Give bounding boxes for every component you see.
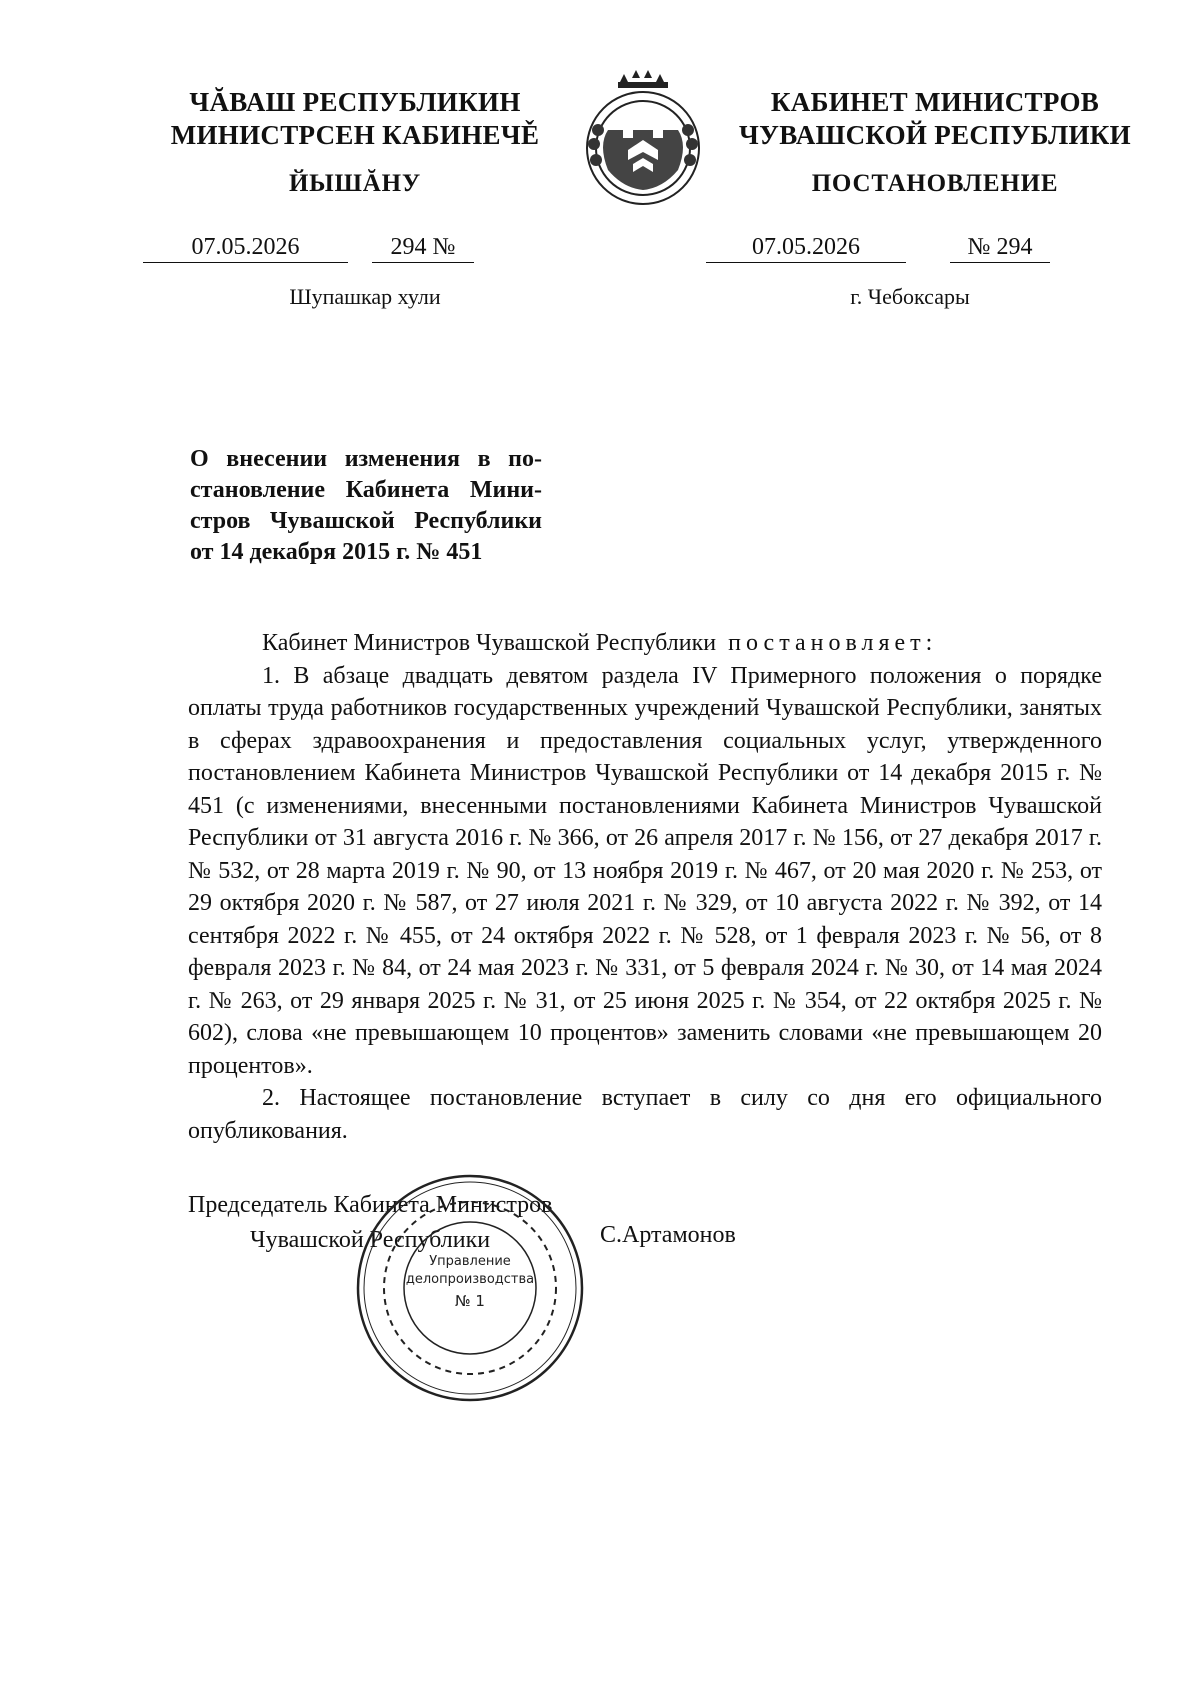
- paragraph-1: 1. В абзаце двадцать девятом раздела IV Примерного положения о порядке оплаты труда работников государственных учреждений Чувашской Республики, занятых в сферах здравоохранения и предоставления социальных услуг, утвержденного постановлением Кабинета Министров Чувашской Республики от 14 декабря 2015 г. № 451 (с изменениями, внесенными постановлениями Кабинета Министров Чувашской Республики от 31 августа 2016 г. № 366, от 26 апреля 2017 г. № 156, от 27 декабря 2017 г. № 532, от 28 марта 2019 г. № 90, от 13 ноября 2019 г. № 467, от 20 мая 2020 г. № 253, от 29 октября 2020 г. № 587, от 27 июля 2021 г. № 329, от 10 августа 2022 г. № 392, от 14 сентября 2022 г. № 455, от 24 октября 2022 г. № 528, от 1 февраля 2023 г. № 56, от 8 февраля 2023 г. № 84, от 24 мая 2023 г. № 331, от 5 февраля 2024 г. № 30, от 14 мая 2024 г. № 263, от 29 января 2025 г. № 31, от 25 июня 2025 г. № 354, от 22 октября 2025 г. № 602), слова «не превышающем 10 процентов» заменить словами «не превышающем 20 процентов».: [188, 662, 1102, 1079]
- subject-line: от 14 декабря 2015 г. № 451: [190, 539, 483, 565]
- seal-stamp: [350, 1168, 590, 1408]
- header-right-russian: [720, 86, 1150, 152]
- doc-type-right: ПОСТАНОВЛЕНИЕ: [811, 170, 1059, 197]
- subject-line: стров Чувашской Республики: [190, 508, 542, 534]
- signature-name: С.Артамонов: [600, 1222, 736, 1248]
- intro-verb: постановляет:: [728, 630, 938, 656]
- intro-paragraph: [188, 627, 1102, 660]
- document-body: [188, 627, 1102, 1147]
- stamp-text-line: Управление: [429, 1254, 511, 1269]
- doc-type-left: ЙЫШĂНУ: [288, 170, 422, 197]
- header-right-line1: КАБИНЕТ МИНИСТРОВ: [770, 87, 1100, 117]
- stamp-text-line: № 1: [455, 1292, 485, 1310]
- intro-prefix: Кабинет Министров Чувашской Республики: [262, 630, 717, 656]
- document-subject: [190, 444, 542, 568]
- subject-line: становление Кабинета Мини-: [190, 477, 542, 503]
- date-right: 07.05.2026: [706, 234, 906, 263]
- header-right-line2: ЧУВАШСКОЙ РЕСПУБЛИКИ: [739, 120, 1131, 150]
- stamp-text-line: делопроизводства: [405, 1272, 535, 1287]
- header-left-line2: МИНИСТРСЕН КАБИНЕЧĚ: [170, 120, 540, 150]
- paragraph-2: 2. Настоящее постановление вступает в силу со дня его официального опубликования.: [188, 1085, 1102, 1144]
- header-left-line1: ЧĂВАШ РЕСПУБЛИКИН: [189, 87, 521, 117]
- number-left: 294 №: [372, 234, 474, 263]
- city-right: г. Чебоксары: [850, 284, 970, 309]
- date-left: 07.05.2026: [143, 234, 348, 263]
- signature-title-line1: Председатель Кабинета Министров: [188, 1192, 553, 1218]
- number-right: № 294: [950, 234, 1050, 263]
- coat-of-arms-emblem: [568, 60, 718, 210]
- city-left: Шупашкар хули: [289, 284, 441, 309]
- header-left-chuvash: [130, 86, 580, 152]
- subject-line: О внесении изменения в по-: [190, 446, 542, 472]
- signature-title-line2: Чувашской Республики: [250, 1227, 491, 1253]
